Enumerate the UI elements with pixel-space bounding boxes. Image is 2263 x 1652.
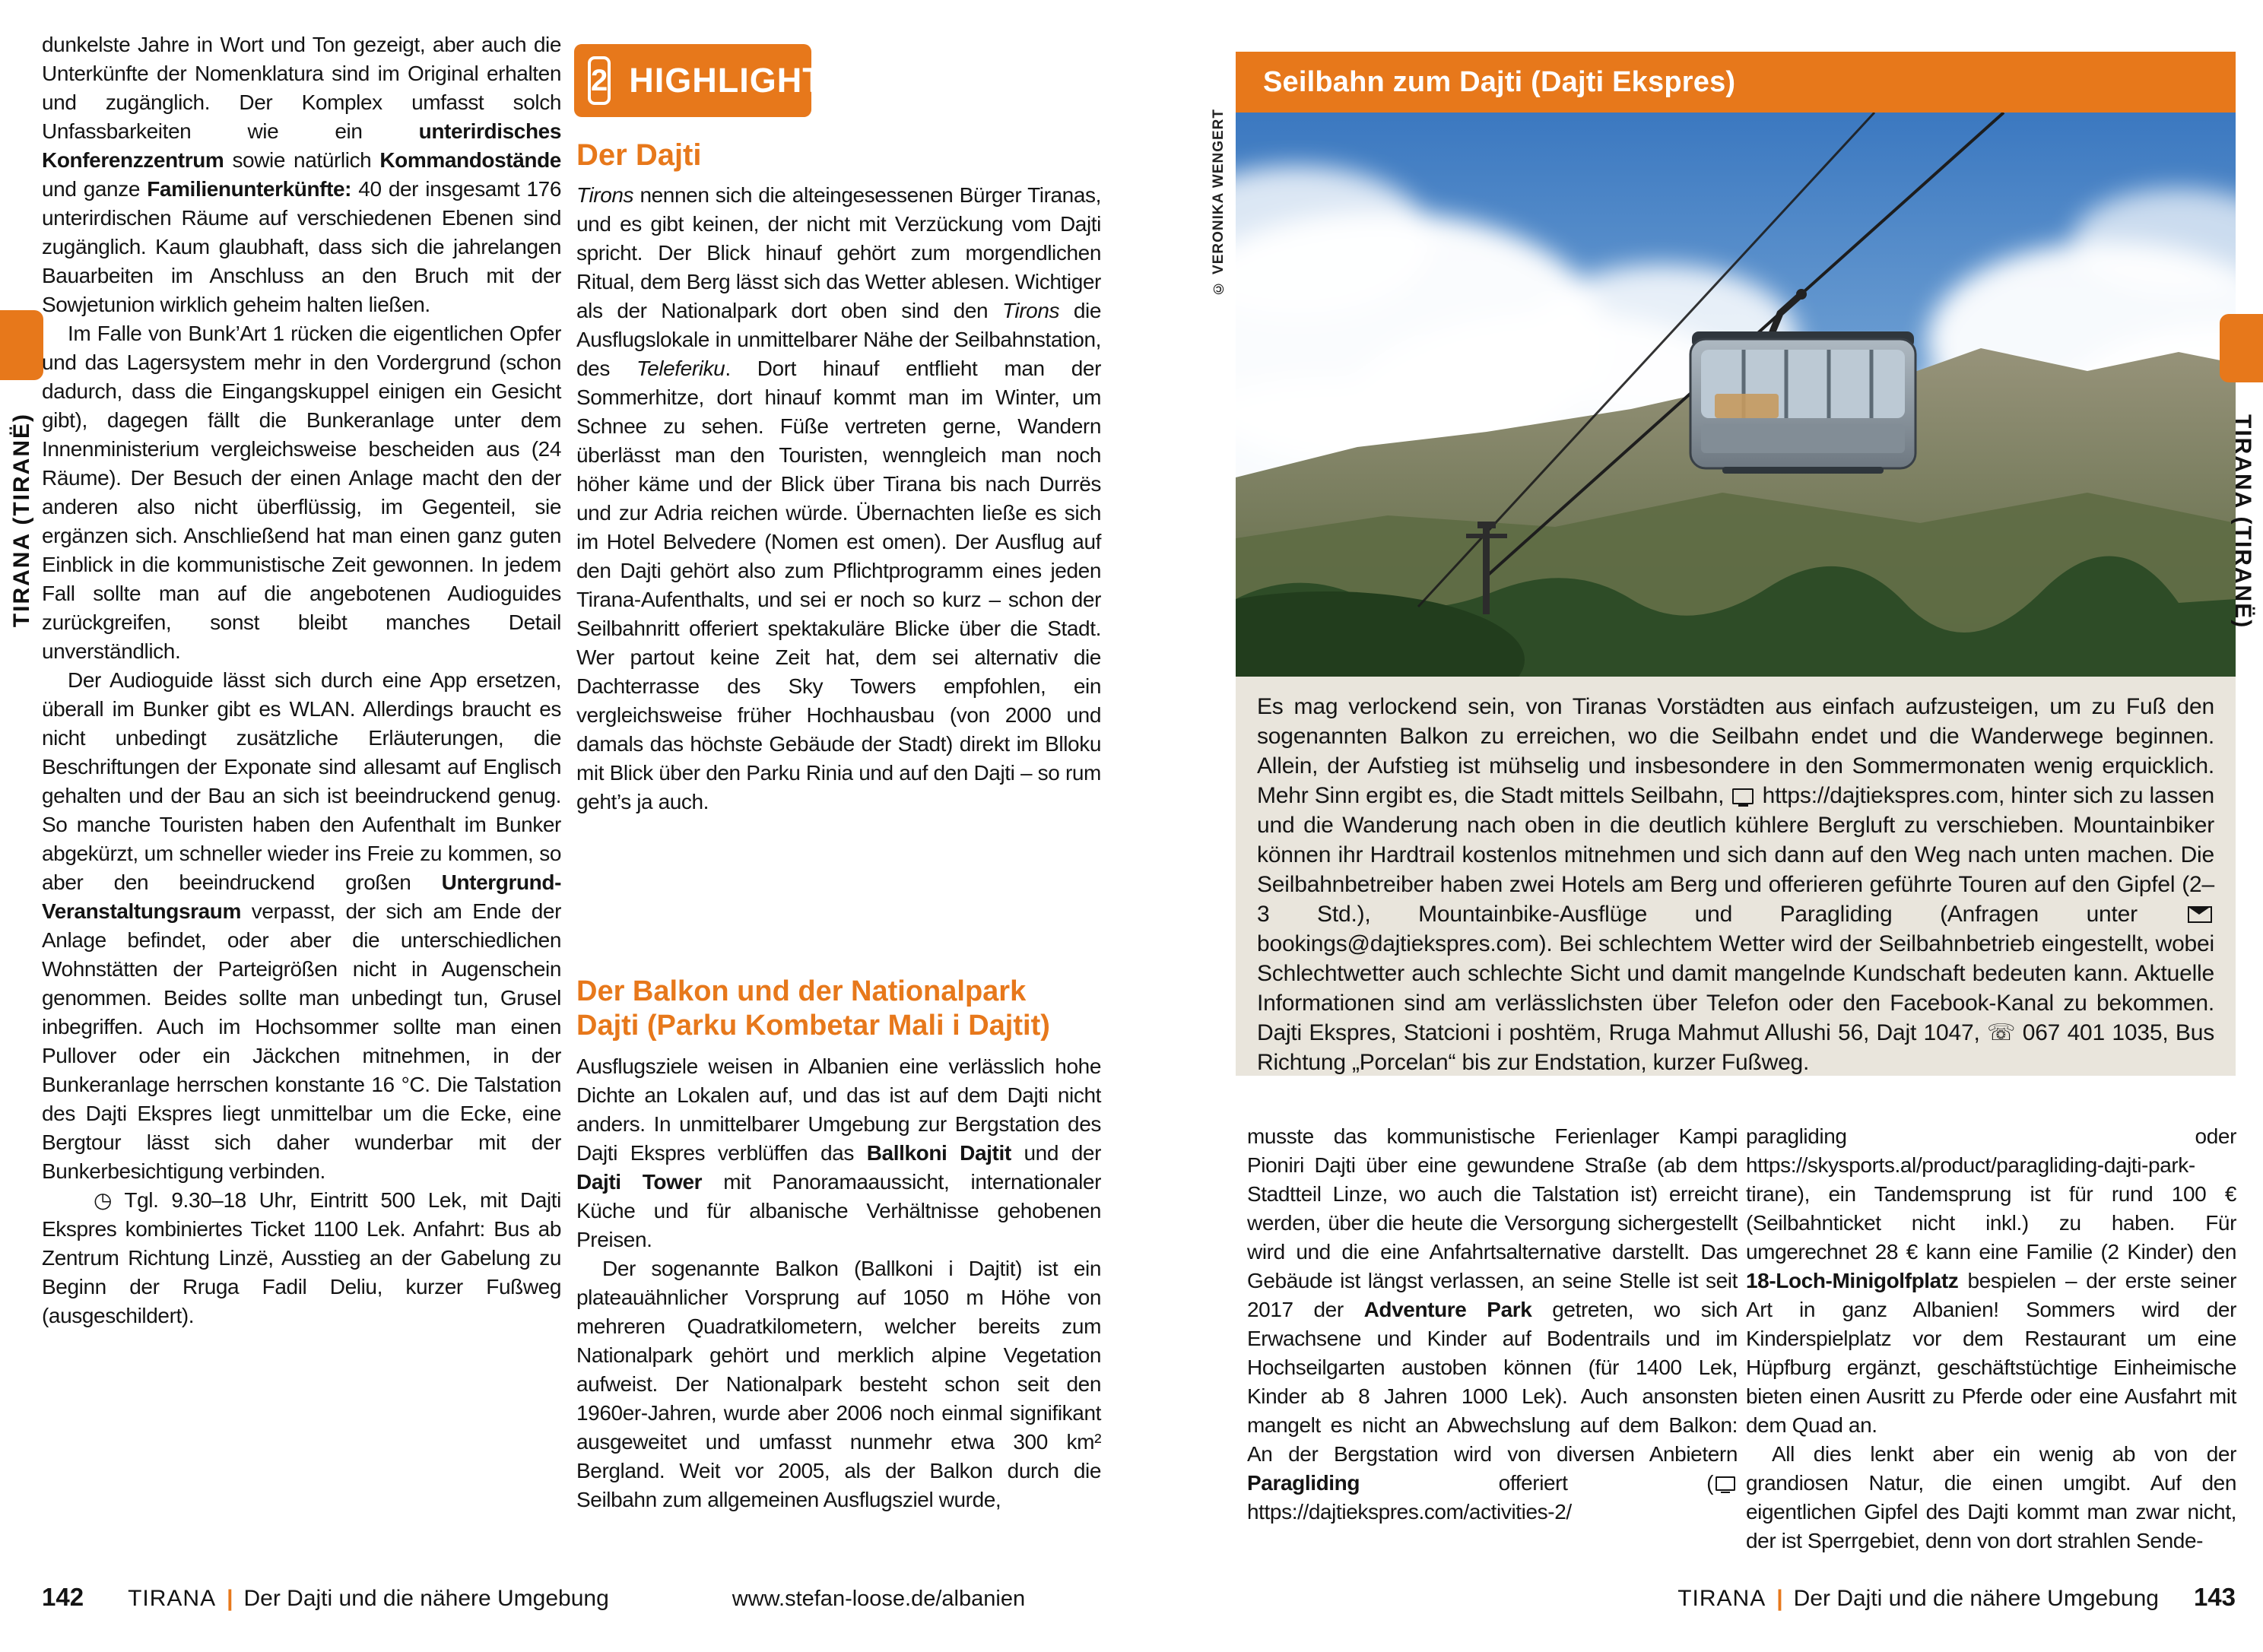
paragraph: Tirons nennen sich die alteingesessenen Bürger Tiranas, und es gibt keinen, der nicht mit Verzückung vom Dajti spricht. Der Blick hinauf gehört zum morgendlichen Ritual, dem Berg lässt sich das Wetter ablesen. Wichtiger als der Nationalpark dort oben sind den Tirons die Ausflugslokale in unmittelbarer Nähe der Seilbahnstation, des Teleferiku. Dort hinauf entflieht man der Sommerhitze, dort hinauf kommt man im Winter, um Schnee zu sehen. Füße vertreten gerne, Wandern überlässt man den Touristen, wenngleich man noch höher käme und der Blick über Tirana bis nach Durrës und zur Adria reichen würde. Übernachten ließe es sich im Hotel Belvedere (Nomen est omen). Der Ausflug auf den Dajti gehört also zum Pflichtprogramm eines jeden Tirana-Aufenthalts, und sei er noch so kurz – schon der Seilbahnritt offeriert spektakuläre Blicke über die Stadt. Wer partout keine Zeit hat, dem sei alternativ die Dachterrasse des Sky Towers empfohlen, ein vergleichsweise früher Hochhausbau (von 2000 und damals das höchste Gebäude der Stadt) direkt im Blloku mit Blick über den Parku Rinia und auf den Dajti – so rum geht’s ja auch.: [576, 183, 1102, 813]
footer-title-left: Der Dajti und die nähere Umgebung: [243, 1586, 609, 1611]
right-page-side-tab: [2220, 314, 2263, 382]
page142-column2-article1: [576, 181, 1101, 816]
paragraph: All dies lenkt aber ein wenig ab von der grandiosen Natur, die einen umgibt. Auf den eigentlichen Gipfel des Dajti kommt man zwar nicht, der ist Sperrgebiet, denn von dort strahlen Sende-: [1746, 1442, 2236, 1552]
paragraph: Es mag verlockend sein, von Tiranas Vorstädten aus einfach aufzusteigen, um zu Fuß den sogenannten Balkon zu erreichen, wo die Seilbahn endet und die Wanderwege beginnen. Allein, der Aufstieg ist mühselig und insbesondere in den Sommermonaten wenig erquicklich. Mehr Sinn ergibt es, die Stadt mittels Seilbahn, https://dajtiekspres.com, hinter sich zu lassen und die Wanderung nach oben in die deutlich kühlere Bergluft zu verschieben. Mountainbiker können ihr Hardtrail kostenlos mitnehmen und sich dann auf den Weg nach unten machen. Die Seilbahnbetreiber haben zwei Hotels am Berg und offerieren geführte Touren auf den Gipfel (2–3 Std.), Mountainbike-Ausflüge und Paragliding (Anfragen unter bookings@dajtiekspres.com). Bei schlechtem Wetter wird der Seilbahnbetrieb eingestellt, wobei Schlechtwetter auch schlechte Sicht und damit mangelnde Kundschaft bedeuten kann. Aktuelle Informationen sind am verlässlichsten über Telefon oder den Facebook-Kanal zu bekommen. Dajti Ekspres, Statcioni i poshtëm, Rruga Mahmut Allushi 56, Dajt 1047, ☏ 067 401 1035, Bus Richtung „Porcelan“ bis zur Endstation, kurzer Fußweg.: [1257, 692, 2214, 1077]
footer-divider-left: |: [227, 1586, 233, 1611]
section-header-bar: [1236, 52, 2236, 113]
photo-credit: © VERONIKA WENGERT: [1211, 109, 1227, 296]
highlight-label: HIGHLIGHT: [629, 61, 824, 100]
page143-column2: [1746, 1122, 2236, 1555]
article-title-balkon-line1: Der Balkon und der Nationalpark: [576, 975, 1027, 1007]
page142-column2-article2: [576, 1052, 1101, 1514]
highlight-number: 2: [588, 56, 611, 105]
footer-section-left: TIRANA: [128, 1586, 217, 1611]
paragraph: Der Audioguide lässt sich durch eine App ersetzen, überall im Bunker gibt es WLAN. Allerdings braucht es nicht unbedingt zusätzliche Erläuterungen, die Beschriftungen der Exponate sind allesamt auf Englisch gehalten und der Bau an sich ist beeindruckend genug. So manche Touristen haben den Aufenthalt im Bunker abgekürzt, um schneller wieder ins Freie zu kommen, so aber den beeindruckend großen Untergrund-Veranstaltungsraum verpasst, der sich am Ende der Anlage befindet, oder aber die unterschiedlichen Wohnstätten der Parteigrößen nicht in Augenschein genommen. Beides sollte man unbedingt tun, Grusel inbegriffen. Auch im Hochsommer sollte man einen Pullover oder ein Jäckchen mitnehmen, in der Bunkeranlage herrschen konstante 16 °C. Die Talstation des Dajti Ekspres liegt unmittelbar um die Ecke, eine Bergtour lässt sich daher wunderbar mit der Bunkerbesichtigung verbinden.: [42, 668, 561, 1183]
footer-right: [1247, 1583, 2236, 1612]
article-title-balkon-line2: Dajti (Parku Kombetar Mali i Dajtit): [576, 1010, 1050, 1042]
clock-icon: [68, 1190, 112, 1211]
footer-title-right: Der Dajti und die nähere Umgebung: [1793, 1586, 2159, 1611]
monitor-icon: [1732, 788, 1754, 804]
footer-url: www.stefan-loose.de/albanien: [732, 1587, 1026, 1611]
footer-section-right: TIRANA: [1677, 1586, 1766, 1611]
paragraph: Der sogenannte Balkon (Ballkoni i Dajtit) ist ein plateauähnlicher Vorsprung auf 1050 m Höhe von mehreren Quadratkilometern, welcher bereits zum Nationalpark gehört und merklich alpine Vegetation aufweist. Der Nationalpark besteht schon seit den 1960er-Jahren, wurde aber 2006 noch einmal signifikant ausgeweitet und umfasst nunmehr etwa 300 km² Bergland. Weit vor 2005, als der Balkon durch die Seilbahn zum allgemeinen Ausflugsziel wurde,: [576, 1257, 1101, 1511]
section-header-title: Seilbahn zum Dajti (Dajti Ekspres): [1263, 65, 1736, 98]
paragraph: Im Falle von Bunk’Art 1 rücken die eigentlichen Opfer und das Lagersystem mehr in den Vordergrund (schon dadurch, dass die Eingangskuppel einigen ein Gesicht gibt), dagegen fällt die Bunkeranlage unter dem Innenministerium vergleichsweise bescheiden aus (24 Räume). Der Besuch der einen Anlage macht den der anderen also nicht überflüssig, im Gegenteil, sie ergänzen sich. Anschließend hat man einen ganz guten Einblick in die kommunistische Zeit gewonnen. In jedem Fall sollte man auf die angebotenen Audioguides zurückgreifen, sonst bleibt manches Detail unverständlich.: [42, 322, 561, 663]
cable-car-photo-art: [1236, 113, 2236, 677]
page-number-143: 143: [2193, 1583, 2236, 1611]
left-page-side-tab: [0, 310, 43, 380]
paragraph: dunkelste Jahre in Wort und Ton gezeigt, aber auch die Unterkünfte der Nomenklatura sind im Original erhalten und zugänglich. Der Komplex umfasst solch Unfassbarkeiten wie ein unterirdisches Konferenzzentrum sowie natürlich Kommandostände und ganze Familienunterkünfte: 40 der insgesamt 176 unterirdischen Räume auf verschiedenen Ebenen sind zugänglich. Kaum glaubhaft, dass sich die jahrelangen Bauarbeiten im Anschluss an den Bruch mit der Sowjetunion wirklich geheim halten ließen.: [42, 33, 561, 316]
cable-car-photo: [1236, 113, 2236, 677]
page143-column1: [1247, 1122, 1738, 1527]
page-number-142: 142: [42, 1583, 84, 1611]
left-page-side-label: TIRANA (TIRANË): [9, 413, 34, 628]
page142-column1: [42, 30, 561, 1330]
phone-icon: [1987, 1022, 2015, 1045]
right-page-side-label: TIRANA (TIRANË): [2230, 414, 2255, 629]
footer-divider-right: |: [1776, 1586, 1783, 1611]
paragraph: musste das kommunistische Ferienlager Kampi Pioniri Dajti über eine gewundene Straße (ab dem Stadtteil Linze, wo auch die Talstation ist) erreicht werden, über die heute die Versorgung sichergestellt wird und die eine Anfahrtsalternative darstellt. Das Gebäude ist längst verlassen, an seine Stelle ist seit 2017 der Adventure Park getreten, wo sich Erwachsene und Kinder auf Bodentrails und im Hochseilgarten austoben können (für 1400 Lek, Kinder ab 8 Jahren 1000 Lek). Auch ansonsten mangelt es nicht an Abwechslung auf dem Balkon: An der Bergstation wird von diversen Anbietern Paragliding offeriert ( https://dajtiekspres.com/activities-2/: [1247, 1124, 1738, 1524]
info-box: [1236, 677, 2236, 1076]
article-title-der-dajti: Der Dajti: [576, 138, 702, 172]
paragraph: Ausflugsziele weisen in Albanien eine verlässlich hohe Dichte an Lokalen auf, und das ist auf dem Dajti nicht anders. In unmittelbarer Umgebung zur Bergstation des Dajti Ekspres verblüffen das Ballkoni Dajtit und der Dajti Tower mit Panoramaaussicht, internationaler Küche und für albanische Verhältnisse gehobenen Preisen.: [576, 1054, 1102, 1251]
envelope-icon: [2188, 906, 2213, 923]
highlight-badge: [574, 44, 824, 117]
paragraph: ◷ Tgl. 9.30–18 Uhr, Eintritt 500 Lek, mit Dajti Ekspres kombiniertes Ticket 1100 Lek. Anfahrt: Bus ab Zentrum Richtung Linzë, Ausstieg an der Gabelung zu Beginn der Rruga Fadil Deliu, kurzer Fußweg (ausgeschildert).: [42, 1186, 561, 1330]
footer-left: [42, 1583, 1025, 1612]
article-title-balkon: [576, 975, 1050, 1043]
paragraph: paragliding oder https://skysports.al/product/paragliding-dajti-park-tirane), ein Tandemsprung ist für rund 100 € (Seilbahnticket nicht inkl.) zu haben. Für umgerechnet 28 € kann eine Familie (2 Kinder) den 18-Loch-Minigolfplatz bespielen – der erste seiner Art in ganz Albanien! Sommers wird der Kinderspielplatz vor dem Restaurant um eine Hüpfburg ergänzt, geschäftstüchtige Einheimische bieten einen Ausritt zu Pferde oder eine Ausfahrt mit dem Quad an.: [1746, 1124, 2236, 1437]
monitor-icon: [1716, 1476, 1735, 1491]
